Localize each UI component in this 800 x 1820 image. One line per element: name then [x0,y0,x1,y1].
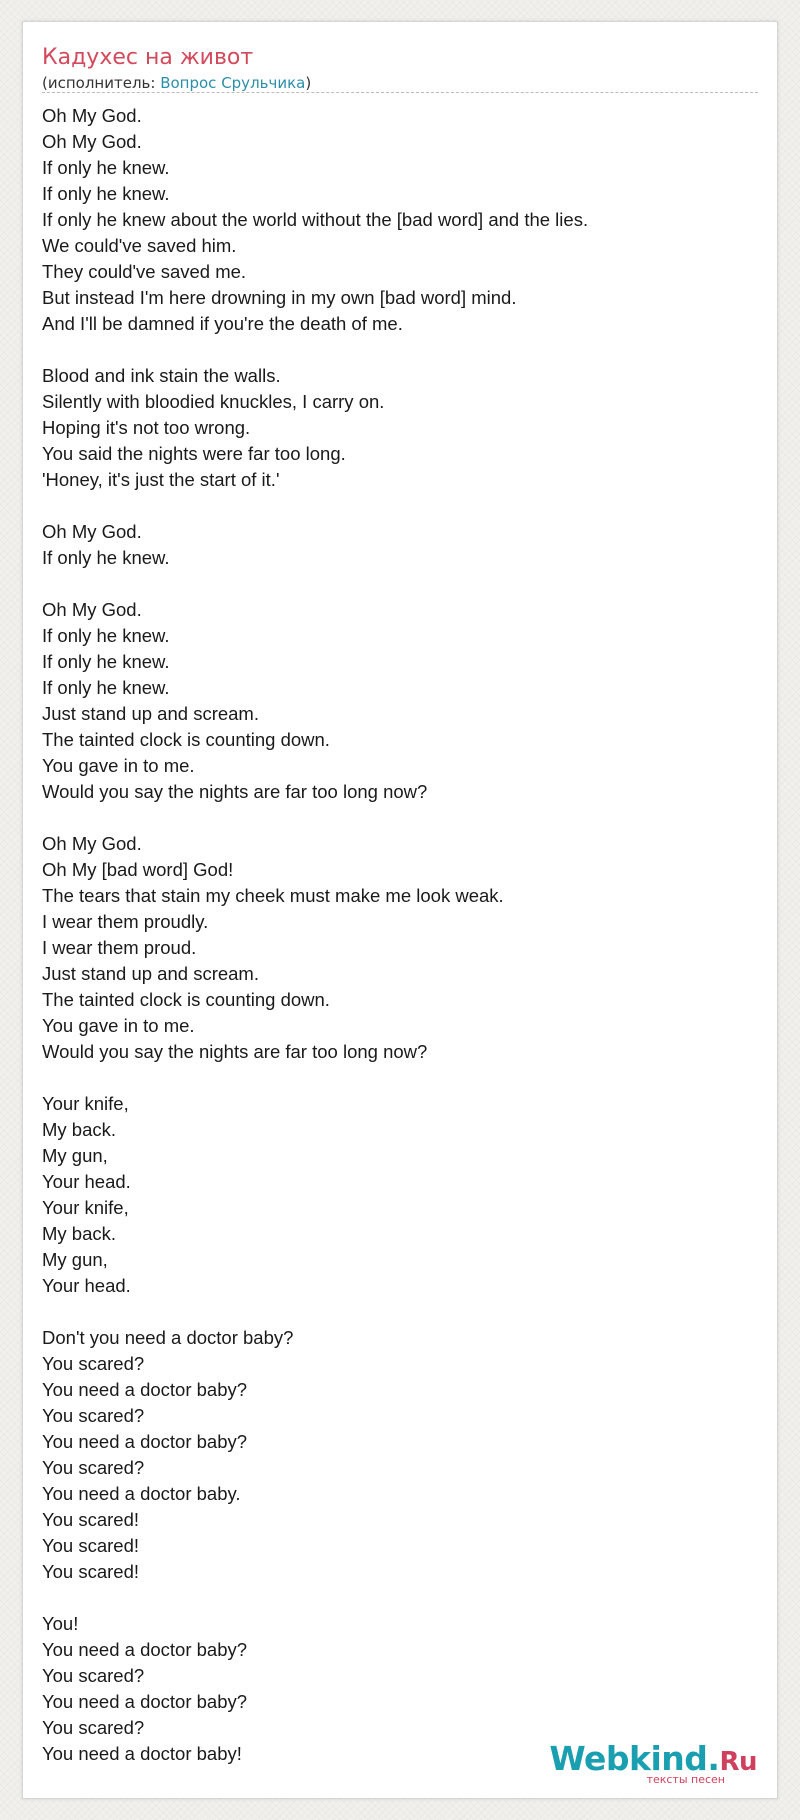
logo-tld: Ru [719,1747,757,1777]
lyric-line: You scared? [42,1665,145,1686]
lyric-line: You scared? [42,1717,145,1738]
lyric-line: You! [42,1613,79,1634]
lyric-line: You scared! [42,1509,140,1530]
lyric-line: You need a doctor baby. [42,1483,241,1504]
lyric-line: I wear them proud. [42,937,197,958]
lyric-line: But instead I'm here drowning in my own [bad word] mind. [42,287,517,308]
lyric-line: Would you say the nights are far too long now? [42,1041,428,1062]
stanza-break [42,493,588,519]
lyric-line: My gun, [42,1249,108,1270]
lyric-line: Would you say the nights are far too long now? [42,781,428,802]
lyric-line: Hoping it's not too wrong. [42,417,251,438]
lyric-line: And I'll be damned if you're the death of me. [42,313,403,334]
artist-prefix: (исполнитель: [42,74,161,92]
lyric-line: They could've saved me. [42,261,247,282]
lyric-line: You scared! [42,1535,140,1556]
lyric-line: You said the nights were far too long. [42,443,346,464]
stanza-break [42,337,588,363]
lyric-line: You need a doctor baby? [42,1431,248,1452]
logo-dot: . [707,1739,720,1778]
title-divider [42,92,758,93]
lyric-line: You gave in to me. [42,755,195,776]
lyric-line: Oh My God. [42,521,142,542]
lyric-line: If only he knew. [42,625,170,646]
lyric-line: Just stand up and scream. [42,703,259,724]
lyric-line: You need a doctor baby? [42,1691,248,1712]
lyrics-card [22,21,778,1799]
logo-tagline: тексты песен [646,1773,725,1786]
lyric-line: If only he knew. [42,677,170,698]
lyric-line: If only he knew about the world without the [bad word] and the lies. [42,209,589,230]
lyric-line: Oh My God. [42,105,142,126]
lyric-line: The tears that stain my cheek must make me look weak. [42,885,504,906]
stanza-break [42,1065,588,1091]
lyric-line: Your head. [42,1275,131,1296]
lyric-line: The tainted clock is counting down. [42,729,330,750]
lyric-line: You need a doctor baby? [42,1379,248,1400]
lyric-line: Oh My God. [42,131,142,152]
artist-line [42,73,311,93]
artist-suffix: ) [305,74,312,92]
lyric-line: 'Honey, it's just the start of it.' [42,469,280,490]
lyric-line: Your knife, [42,1093,129,1114]
stanza-break [42,1585,588,1611]
logo-name: Webkind [549,1739,708,1778]
lyric-line: Oh My God. [42,833,142,854]
stanza-break [42,1299,588,1325]
lyric-line: Your knife, [42,1197,129,1218]
lyric-line: You scared? [42,1457,145,1478]
lyric-line: You scared! [42,1561,140,1582]
stanza-break [42,571,588,597]
lyric-line: We could've saved him. [42,235,237,256]
lyric-line: You scared? [42,1353,145,1374]
page-title: Кадухес на живот [42,45,254,70]
lyric-line: I wear them proudly. [42,911,209,932]
lyric-line: You need a doctor baby? [42,1639,248,1660]
artist-link[interactable]: Вопрос Срульчика [160,74,306,92]
lyric-line: Oh My God. [42,599,142,620]
lyric-line: Silently with bloodied knuckles, I carry on. [42,391,385,412]
lyric-line: You gave in to me. [42,1015,195,1036]
lyric-line: Just stand up and scream. [42,963,259,984]
stanza-break [42,805,588,831]
lyric-line: You scared? [42,1405,145,1426]
lyric-line: If only he knew. [42,183,170,204]
lyrics-text [42,103,588,1767]
lyric-line: If only he knew. [42,157,170,178]
lyric-line: Oh My [bad word] God! [42,859,234,880]
lyric-line: Your head. [42,1171,131,1192]
lyric-line: My gun, [42,1145,108,1166]
lyric-line: If only he knew. [42,651,170,672]
site-logo[interactable] [549,1739,761,1790]
lyric-line: You need a doctor baby! [42,1743,242,1764]
lyric-line: My back. [42,1223,117,1244]
lyric-line: The tainted clock is counting down. [42,989,330,1010]
lyric-line: Blood and ink stain the walls. [42,365,281,386]
lyric-line: If only he knew. [42,547,170,568]
lyric-line: My back. [42,1119,117,1140]
lyric-line: Don't you need a doctor baby? [42,1327,294,1348]
